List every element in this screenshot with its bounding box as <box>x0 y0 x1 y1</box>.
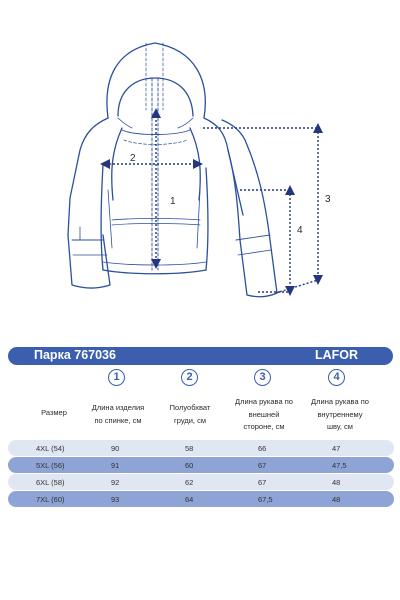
product-name: Парка 767036 <box>34 348 116 362</box>
header-sleeve-inner-line3: шву, см <box>327 422 353 431</box>
cell-sleeve-outer: 67,5 <box>258 495 273 504</box>
column-number-4: 4 <box>328 369 345 386</box>
cell-sleeve-inner: 48 <box>332 478 341 487</box>
cell-size: 5XL (56) <box>36 461 65 470</box>
cell-chest: 64 <box>185 495 194 504</box>
header-sleeve-inner-line2: внутреннему <box>317 409 363 419</box>
header-length <box>80 402 156 427</box>
header-sleeve-outer <box>224 396 304 434</box>
cell-size: 6XL (58) <box>36 478 65 487</box>
header-size-text: Размер <box>41 408 67 417</box>
cell-length: 93 <box>111 495 120 504</box>
column-number-2: 2 <box>181 369 198 386</box>
header-size <box>30 407 78 420</box>
cell-sleeve-inner: 48 <box>332 495 341 504</box>
cell-length: 92 <box>111 478 120 487</box>
diagram-label-3: 3 <box>325 194 331 205</box>
diagram-label-1: 1 <box>170 196 176 207</box>
column-number-1: 1 <box>108 369 125 386</box>
diagram-label-2: 2 <box>130 153 136 164</box>
header-sleeve-inner-line1: Длина рукава по <box>311 397 369 406</box>
cell-chest: 62 <box>185 478 194 487</box>
cell-chest: 58 <box>185 444 194 453</box>
cell-size: 4XL (54) <box>36 444 65 453</box>
header-chest-line1: Полуобхват <box>169 403 211 412</box>
brand-name: LAFOR <box>314 348 358 362</box>
table-row <box>8 457 394 473</box>
measurement-arrows <box>105 112 318 293</box>
header-chest <box>156 402 224 427</box>
header-length-line2: по спинке, см <box>94 415 142 425</box>
cell-size: 7XL (60) <box>36 495 65 504</box>
cell-sleeve-outer: 66 <box>258 444 267 453</box>
header-sleeve-outer-line3: стороне, см <box>243 422 285 431</box>
table-row <box>8 474 394 490</box>
cell-chest: 60 <box>185 461 194 470</box>
header-sleeve-outer-line2: внешней <box>248 409 280 419</box>
product-title-bar <box>8 347 393 365</box>
cell-sleeve-inner: 47,5 <box>332 461 347 470</box>
column-number-3: 3 <box>254 369 271 386</box>
parka-outline <box>68 43 277 297</box>
cell-length: 90 <box>111 444 120 453</box>
cell-length: 91 <box>111 461 120 470</box>
cell-sleeve-outer: 67 <box>258 478 267 487</box>
diagram-label-4: 4 <box>297 225 303 236</box>
header-sleeve-inner <box>300 396 380 434</box>
table-row <box>8 440 394 456</box>
table-row <box>8 491 394 507</box>
cell-sleeve-inner: 47 <box>332 444 341 453</box>
header-length-line1: Длина изделия <box>91 403 145 412</box>
header-chest-line2: груди, см <box>174 415 206 425</box>
cell-sleeve-outer: 67 <box>258 461 267 470</box>
header-sleeve-outer-line1: Длина рукава по <box>235 397 293 406</box>
